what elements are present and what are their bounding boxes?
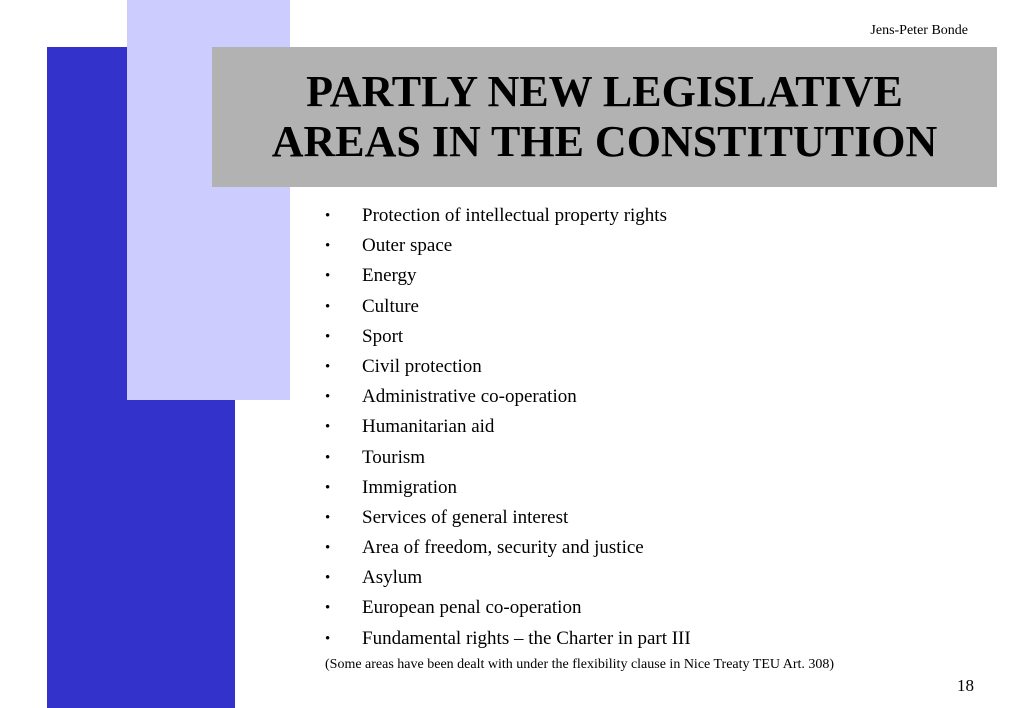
bullet-item-text: Administrative co-operation <box>362 386 577 408</box>
bullet-item-text: Protection of intellectual property rights <box>362 205 667 226</box>
bullet-item-text: Services of general interest <box>362 506 569 528</box>
bullet-point-icon: • <box>325 600 331 617</box>
slide-title-line-1: PARTLY NEW LEGISLATIVE <box>306 67 903 116</box>
bullet-item <box>322 563 691 593</box>
bullet-point-icon: • <box>325 479 331 496</box>
page-number: 18 <box>957 676 974 695</box>
author-name: Jens-Peter Bonde <box>870 23 968 38</box>
bullet-point-icon: • <box>325 540 331 557</box>
bullet-item-text: Asylum <box>362 567 423 589</box>
bullet-item <box>322 382 691 412</box>
bullet-item-text: Energy <box>362 265 417 287</box>
bullet-point-icon: • <box>325 298 331 315</box>
bullet-point-icon: • <box>325 509 331 526</box>
bullet-list <box>322 201 691 654</box>
bullet-point-icon: • <box>325 238 331 255</box>
bullet-item <box>322 322 691 352</box>
bullet-item <box>322 261 691 291</box>
bullet-item <box>322 624 691 654</box>
bullet-item-text: European penal co-operation <box>362 597 582 619</box>
bullet-item-text: Humanitarian aid <box>362 416 495 438</box>
bullet-point-icon: • <box>325 630 331 647</box>
bullet-item <box>322 593 691 623</box>
bullet-item <box>322 231 691 261</box>
bullet-point-icon: • <box>325 419 331 436</box>
bullet-item <box>322 473 691 503</box>
bullet-point-icon: • <box>325 358 331 375</box>
bullet-item-text: Sport <box>362 325 404 347</box>
bullet-item-text: Tourism <box>362 446 426 468</box>
bullet-item-text: Outer space <box>362 235 453 257</box>
bullet-item <box>322 443 691 473</box>
bullet-point-icon: • <box>325 208 331 224</box>
bullet-point-icon: • <box>325 389 331 406</box>
bullet-point-icon: • <box>325 268 331 285</box>
bullet-item <box>322 503 691 533</box>
footnote: (Some areas have been dealt with under the flexibility clause in Nice Treaty TEU Art. 308) <box>325 657 835 672</box>
bullet-item-text: Culture <box>362 295 419 317</box>
bullet-point-icon: • <box>325 570 331 587</box>
slide-title-box <box>212 47 997 187</box>
bullet-point-icon: • <box>325 449 331 466</box>
slide-title-line-2: AREAS IN THE CONSTITUTION <box>271 117 938 166</box>
bullet-item-text: Immigration <box>362 476 457 498</box>
bullet-item <box>322 533 691 563</box>
bullet-item-text: Fundamental rights – the Charter in part III <box>362 627 691 649</box>
bullet-item <box>322 352 691 382</box>
bullet-item <box>322 412 691 442</box>
bullet-item <box>322 201 691 231</box>
bullet-item-text: Area of freedom, security and justice <box>362 537 644 559</box>
bullet-point-icon: • <box>325 328 331 345</box>
bullet-item <box>322 292 691 322</box>
bullet-item-text: Civil protection <box>362 355 482 377</box>
